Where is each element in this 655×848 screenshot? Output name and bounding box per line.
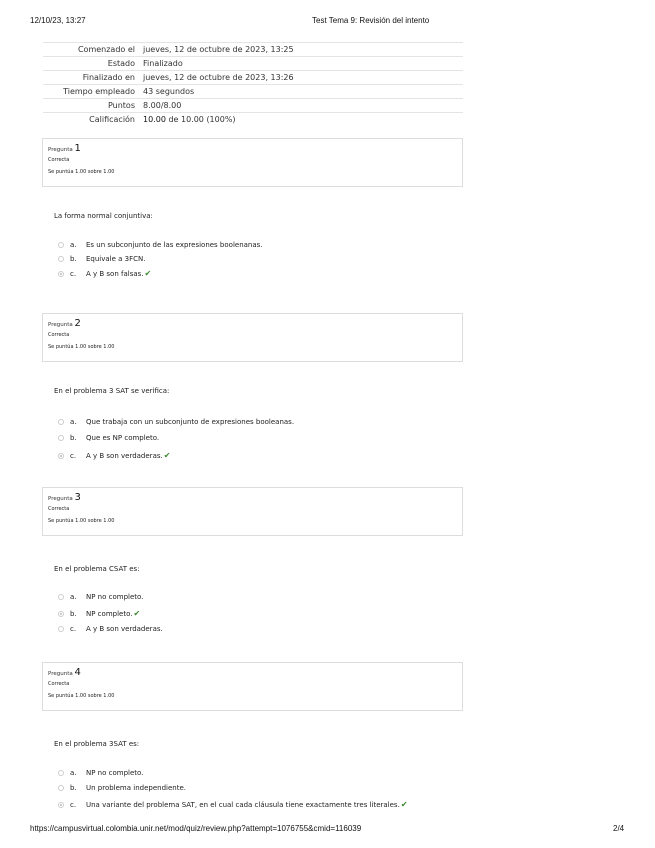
option-letter: b.	[70, 434, 77, 442]
option-letter: b.	[70, 784, 77, 792]
option-letter: a.	[70, 593, 77, 601]
summary-value	[139, 57, 463, 71]
answer-option[interactable]	[58, 418, 294, 426]
question-score: Se puntúa 1.00 sobre 1.00	[48, 169, 115, 175]
print-datetime: 12/10/23, 13:27	[30, 16, 86, 25]
summary-row	[43, 43, 463, 57]
question-label: Pregunta	[48, 147, 73, 153]
question-score: Se puntúa 1.00 sobre 1.00	[48, 344, 115, 350]
summary-value	[139, 71, 463, 85]
question-score: Se puntúa 1.00 sobre 1.00	[48, 518, 115, 524]
radio-button[interactable]	[58, 594, 64, 600]
summary-label: Comenzado el	[43, 43, 139, 57]
question-score: Se puntúa 1.00 sobre 1.00	[48, 693, 115, 699]
question-number	[48, 492, 457, 503]
option-text: Que es NP completo.	[86, 434, 160, 442]
radio-button[interactable]	[58, 611, 64, 617]
summary-value-text: 8.00/8.00	[143, 101, 182, 110]
summary-label: Tiempo empleado	[43, 85, 139, 99]
question-info-box	[42, 313, 463, 362]
option-text: Un problema independiente.	[86, 784, 186, 792]
summary-value	[139, 113, 463, 127]
question-label: Pregunta	[48, 322, 73, 328]
question-number-value: 1	[74, 143, 81, 154]
summary-value	[139, 99, 463, 113]
summary-row	[43, 113, 463, 127]
option-text: NP no completo.	[86, 593, 144, 601]
answer-option[interactable]	[58, 434, 159, 442]
option-letter: c.	[70, 451, 77, 460]
option-letter: b.	[70, 609, 77, 618]
radio-button[interactable]	[58, 802, 64, 808]
option-letter: a.	[70, 241, 77, 249]
answer-option[interactable]	[58, 241, 263, 249]
question-number-value: 4	[74, 667, 81, 678]
option-letter: a.	[70, 769, 77, 777]
summary-row	[43, 99, 463, 113]
question-number-value: 3	[74, 492, 81, 503]
option-letter: c.	[70, 269, 77, 278]
question-info-box	[42, 487, 463, 536]
question-label: Pregunta	[48, 671, 73, 677]
correct-check-icon: ✔	[133, 609, 141, 618]
answer-option[interactable]	[58, 800, 408, 809]
option-text: Una variante del problema SAT, en el cual cada cláusula tiene exactamente tres literales.	[86, 800, 400, 809]
option-text: Equivale a 3FCN.	[86, 255, 146, 263]
option-text: A y B son verdaderas.	[86, 625, 163, 633]
answer-option[interactable]	[58, 451, 170, 460]
summary-value-text: jueves, 12 de octubre de 2023, 13:25	[143, 45, 294, 54]
summary-value-text: jueves, 12 de octubre de 2023, 13:26	[143, 73, 294, 82]
question-status: Correcta	[48, 332, 70, 338]
correct-check-icon: ✔	[400, 800, 408, 809]
radio-button[interactable]	[58, 435, 64, 441]
summary-label: Estado	[43, 57, 139, 71]
radio-button[interactable]	[58, 453, 64, 459]
question-text: En el problema CSAT es:	[54, 565, 140, 573]
summary-label: Puntos	[43, 99, 139, 113]
option-text: Que trabaja con un subconjunto de expresiones booleanas.	[86, 418, 295, 426]
radio-button[interactable]	[58, 242, 64, 248]
question-status: Correcta	[48, 681, 70, 687]
radio-button[interactable]	[58, 271, 64, 277]
answer-option[interactable]	[58, 609, 140, 618]
question-number	[48, 143, 457, 154]
summary-value	[139, 85, 463, 99]
option-text: A y B son verdaderas.	[86, 451, 163, 460]
question-status: Correcta	[48, 506, 70, 512]
grade-value: 10.00	[143, 115, 166, 124]
answer-option[interactable]	[58, 784, 186, 792]
answer-option[interactable]	[58, 625, 163, 633]
question-number	[48, 667, 457, 678]
summary-row	[43, 57, 463, 71]
answer-option[interactable]	[58, 769, 143, 777]
summary-row	[43, 85, 463, 99]
radio-button[interactable]	[58, 770, 64, 776]
attempt-summary-table	[43, 42, 463, 126]
option-text: NP no completo.	[86, 769, 144, 777]
summary-label: Calificación	[43, 113, 139, 127]
question-label: Pregunta	[48, 496, 73, 502]
summary-label: Finalizado en	[43, 71, 139, 85]
question-info-box	[42, 138, 463, 187]
question-info-box	[42, 662, 463, 711]
print-title: Test Tema 9: Revisión del intento	[312, 16, 430, 25]
option-letter: a.	[70, 418, 77, 426]
answer-option[interactable]	[58, 255, 146, 263]
correct-check-icon: ✔	[144, 269, 152, 278]
summary-value-text: Finalizado	[143, 59, 183, 68]
question-number-value: 2	[74, 318, 81, 329]
summary-value	[139, 43, 463, 57]
option-letter: c.	[70, 800, 77, 809]
radio-button[interactable]	[58, 626, 64, 632]
footer-url: https://campusvirtual.colombia.unir.net/mod/quiz/review.php?attempt=1076755&cmid=116039	[30, 824, 362, 833]
option-text: Es un subconjunto de las expresiones boolenanas.	[86, 241, 263, 249]
summary-value-text: de 10.00 (100%)	[165, 115, 236, 124]
option-text: A y B son falsas.	[86, 269, 144, 278]
question-text: En el problema 3SAT es:	[54, 740, 140, 748]
summary-value-text: 43 segundos	[143, 87, 195, 96]
question-text: La forma normal conjuntiva:	[54, 212, 153, 220]
summary-row	[43, 71, 463, 85]
radio-button[interactable]	[58, 256, 64, 262]
option-text: NP completo.	[86, 609, 133, 618]
radio-button[interactable]	[58, 419, 64, 425]
correct-check-icon: ✔	[163, 451, 171, 460]
answer-option[interactable]	[58, 269, 151, 278]
answer-option[interactable]	[58, 593, 143, 601]
question-text: En el problema 3 SAT se verifica:	[54, 387, 170, 395]
question-status: Correcta	[48, 157, 70, 163]
option-letter: c.	[70, 625, 77, 633]
option-letter: b.	[70, 255, 77, 263]
question-number	[48, 318, 457, 329]
page-number: 2/4	[613, 824, 625, 833]
radio-button[interactable]	[58, 785, 64, 791]
